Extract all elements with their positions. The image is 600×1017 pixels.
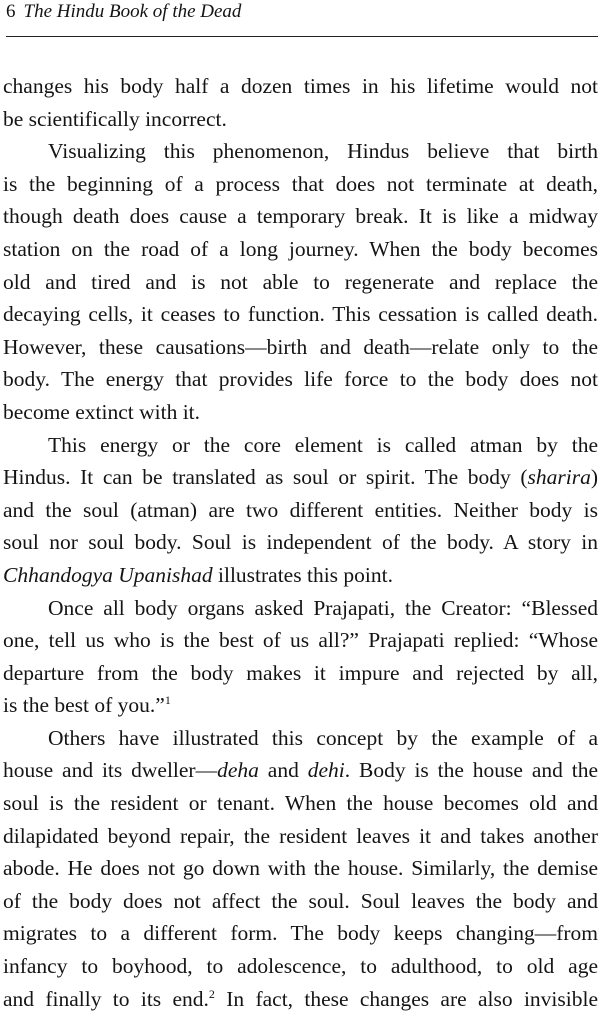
text-segment: soul nor soul body. Soul is independent of the body. A story in bbox=[3, 530, 598, 555]
text-segment: and bbox=[258, 758, 308, 783]
text-line bbox=[3, 526, 598, 559]
text-segment: ) bbox=[590, 465, 598, 490]
text-line bbox=[3, 885, 598, 918]
text-segment: station on the road of a long journey. When the body becomes bbox=[3, 236, 598, 261]
text-segment: be scientifically incorrect. bbox=[3, 106, 227, 131]
header-rule bbox=[6, 36, 598, 37]
text-segment: dilapidated beyond repair, the resident leaves it and takes another bbox=[3, 823, 598, 848]
text-segment: infancy to boyhood, to adolescence, to adulthood, to old age bbox=[3, 954, 598, 979]
text-line bbox=[3, 689, 598, 722]
text-line bbox=[3, 266, 598, 299]
text-line bbox=[3, 592, 598, 625]
footnote-marker: 1 bbox=[164, 693, 171, 708]
text-segment: In fact, these changes are also invisible bbox=[214, 986, 598, 1011]
text-line bbox=[3, 852, 598, 885]
text-line bbox=[3, 135, 598, 168]
text-line bbox=[3, 461, 598, 494]
text-segment: is the best of you.” bbox=[3, 693, 165, 718]
text-segment: However, these causations—birth and death—relate only to the bbox=[3, 334, 598, 359]
text-line bbox=[3, 103, 598, 136]
italic-text: sharira bbox=[527, 465, 591, 490]
body-text bbox=[3, 70, 598, 1015]
footnote-marker: 2 bbox=[208, 986, 215, 1001]
text-segment: one, tell us who is the best of us all?” Prajapati replied: “Whose bbox=[3, 628, 598, 653]
text-segment: and finally to its end. bbox=[3, 986, 209, 1011]
text-line bbox=[3, 559, 598, 592]
italic-text: deha bbox=[217, 758, 259, 783]
text-segment: though death does cause a temporary break. It is like a midway bbox=[3, 204, 598, 229]
text-line bbox=[3, 168, 598, 201]
italic-text: dehi bbox=[307, 758, 345, 783]
text-segment: Once all body organs asked Prajapati, the Creator: “Blessed bbox=[48, 595, 598, 620]
running-header bbox=[6, 0, 600, 30]
text-line bbox=[3, 396, 598, 429]
text-segment: old and tired and is not able to regenerate and replace the bbox=[3, 269, 598, 294]
text-line bbox=[3, 657, 598, 690]
text-line bbox=[3, 820, 598, 853]
text-segment: and the soul (atman) are two different entities. Neither body is bbox=[3, 497, 598, 522]
text-line bbox=[3, 200, 598, 233]
text-segment: soul is the resident or tenant. When the house becomes old and bbox=[3, 791, 598, 816]
text-line bbox=[3, 331, 598, 364]
text-segment: Visualizing this phenomenon, Hindus believe that birth bbox=[48, 139, 598, 164]
text-segment: of the body does not affect the soul. Soul leaves the body and bbox=[3, 888, 598, 913]
text-line bbox=[3, 70, 598, 103]
text-segment: This energy or the core element is called atman by the bbox=[48, 432, 598, 457]
text-segment: become extinct with it. bbox=[3, 399, 201, 424]
text-line bbox=[3, 298, 598, 331]
text-line bbox=[3, 233, 598, 266]
text-segment: abode. He does not go down with the house. Similarly, the demise bbox=[3, 856, 598, 881]
text-segment: decaying cells, it ceases to function. This cessation is called death. bbox=[3, 302, 598, 327]
text-line bbox=[3, 429, 598, 462]
text-segment: . Body is the house and the bbox=[344, 758, 598, 783]
text-segment: changes his body half a dozen times in his lifetime would not bbox=[3, 74, 598, 98]
text-segment: Hindus. It can be translated as soul or spirit. The body ( bbox=[3, 465, 528, 490]
text-line bbox=[3, 494, 598, 527]
text-line bbox=[3, 722, 598, 755]
page-number: 6 bbox=[6, 1, 16, 22]
text-segment: Others have illustrated this concept by the example of a bbox=[48, 725, 598, 750]
text-line bbox=[3, 754, 598, 787]
text-line bbox=[3, 983, 598, 1016]
text-line bbox=[3, 363, 598, 396]
text-segment: house and its dweller— bbox=[3, 758, 218, 783]
text-segment: departure from the body makes it impure and rejected by all, bbox=[3, 660, 598, 685]
italic-text: Chhandogya Upanishad bbox=[3, 562, 213, 587]
text-segment: illustrates this point. bbox=[212, 562, 393, 587]
text-line bbox=[3, 950, 598, 983]
text-line bbox=[3, 787, 598, 820]
running-title: The Hindu Book of the Dead bbox=[23, 1, 242, 22]
text-segment: body. The energy that provides life force to the body does not bbox=[3, 367, 598, 392]
text-line bbox=[3, 917, 598, 950]
text-segment: migrates to a different form. The body keeps changing—from bbox=[3, 921, 598, 946]
text-segment: is the beginning of a process that does not terminate at death, bbox=[3, 171, 598, 196]
text-line bbox=[3, 624, 598, 657]
